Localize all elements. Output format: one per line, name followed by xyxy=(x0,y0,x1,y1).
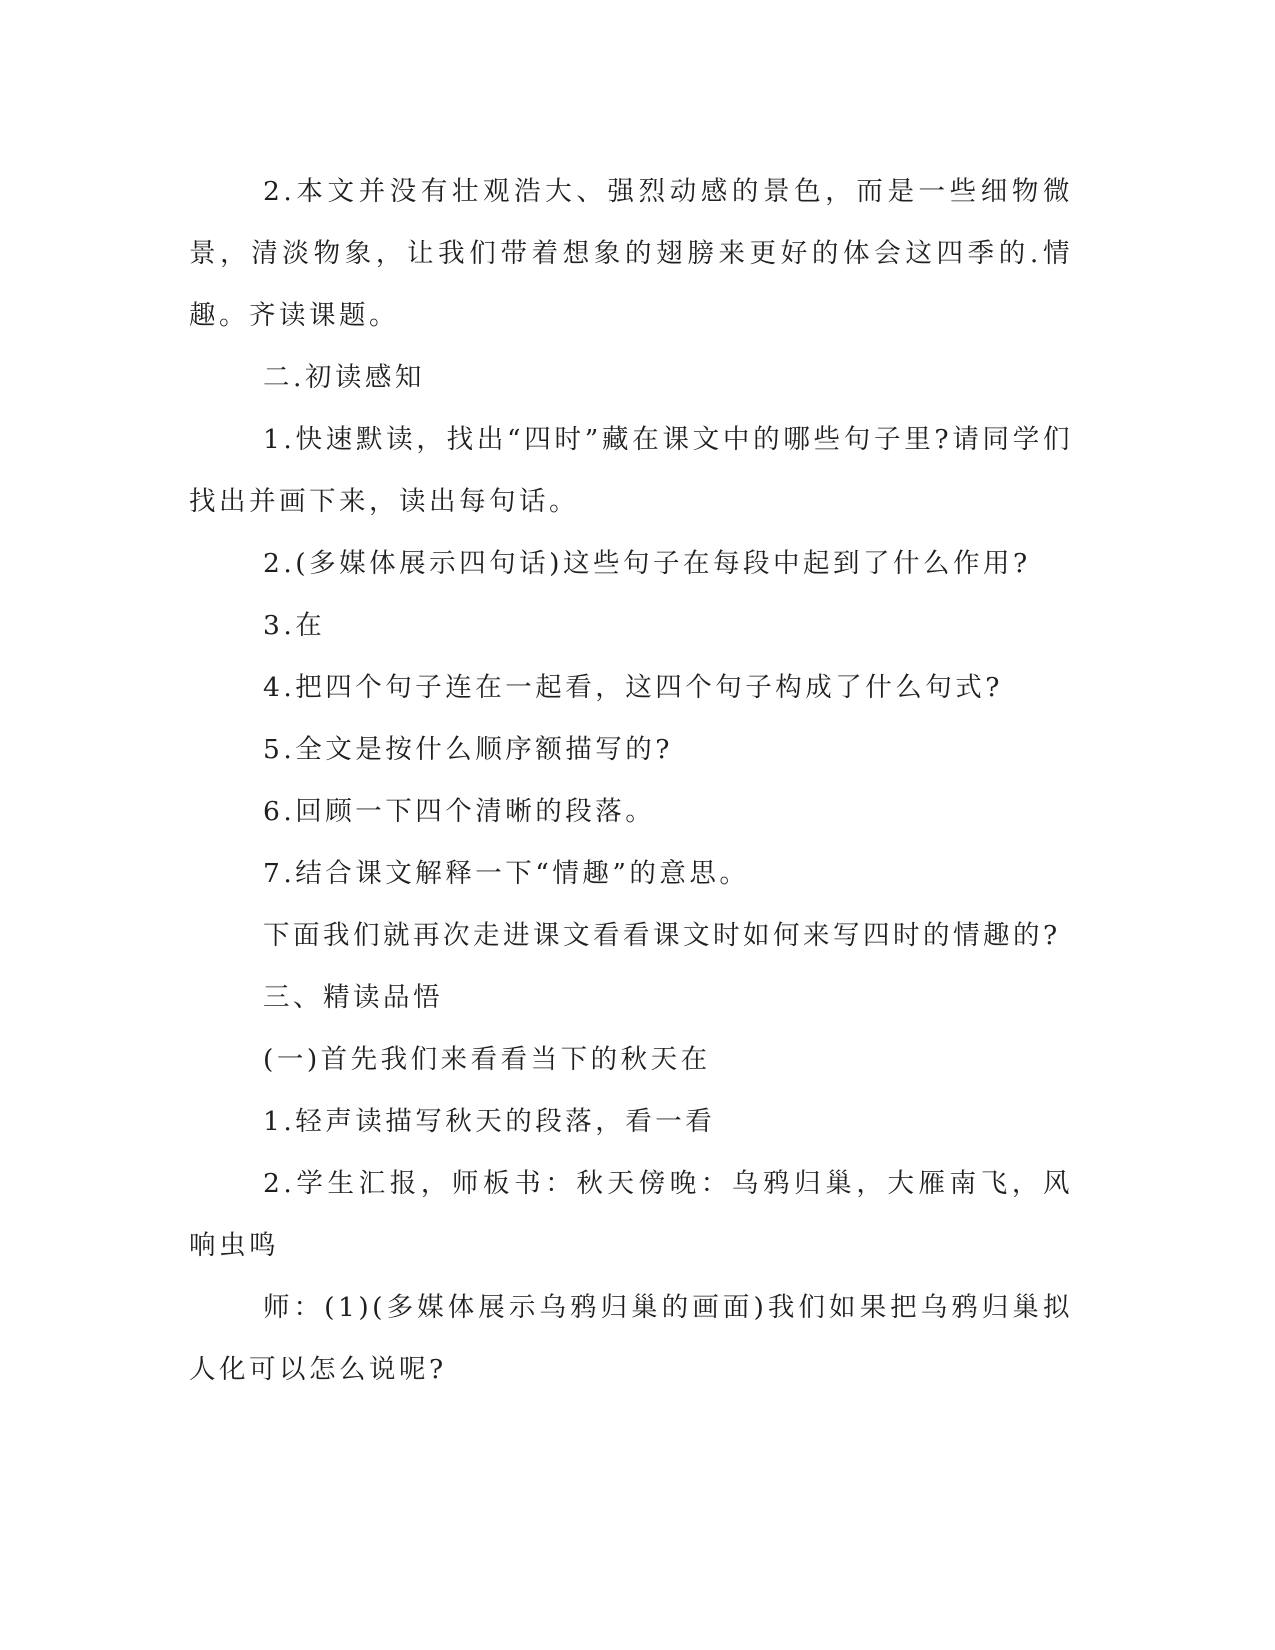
document-body xyxy=(189,161,1073,1401)
teacher-prompt: 师：(1)(多媒体展示乌鸦归巢的画面)我们如果把乌鸦归巢拟人化可以怎么说呢? xyxy=(189,1292,1073,1385)
question-4: 4.把四个句子连在一起看，这四个句子构成了什么句式? xyxy=(263,672,1003,703)
question-6: 6.回顾一下四个清晰的段落。 xyxy=(263,796,656,827)
transition-paragraph: 下面我们就再次走进课文看看课文时如何来写四时的情趣的? xyxy=(263,920,1061,951)
section-heading-initial-reading: 二.初读感知 xyxy=(263,362,425,393)
step-1: 1.轻声读描写秋天的段落，看一看 xyxy=(263,1106,716,1137)
question-2: 2.(多媒体展示四句话)这些句子在每段中起到了什么作用? xyxy=(263,548,1031,579)
question-1: 1.快速默读，找出“四时”藏在课文中的哪些句子里?请同学们找出并画下来，读出每句话。 xyxy=(189,424,1073,517)
subsection-autumn: (一)首先我们来看看当下的秋天在 xyxy=(263,1044,711,1075)
paragraph-intro-point-2: 2.本文并没有壮观浩大、强烈动感的景色，而是一些细物微景，清淡物象，让我们带着想象的翅膀来更好的体会这四季的.情趣。齐读课题。 xyxy=(189,176,1073,331)
question-7: 7.结合课文解释一下“情趣”的意思。 xyxy=(263,858,750,889)
question-3: 3.在 xyxy=(263,610,326,641)
step-2: 2.学生汇报，师板书：秋天傍晚：乌鸦归巢，大雁南飞，风响虫鸣 xyxy=(189,1168,1073,1261)
section-heading-close-reading: 三、精读品悟 xyxy=(263,982,443,1013)
question-5: 5.全文是按什么顺序额描写的? xyxy=(263,734,673,765)
